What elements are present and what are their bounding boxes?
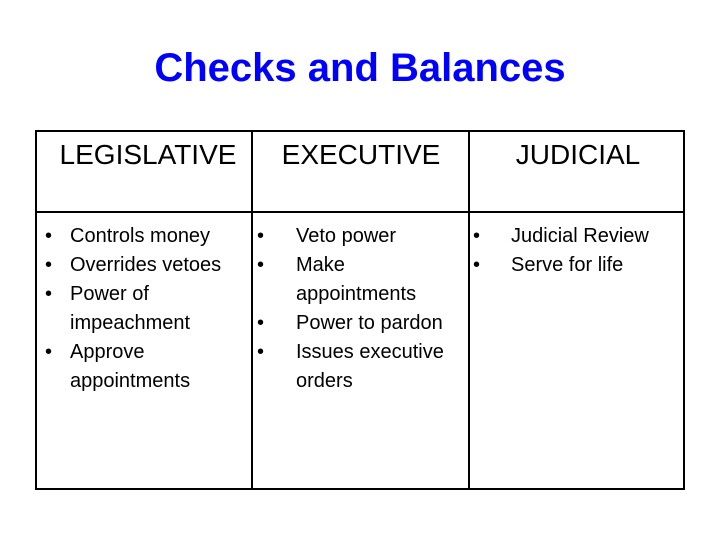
bullet: •	[473, 225, 481, 247]
bullet: •	[45, 254, 53, 276]
bullet: •	[257, 225, 265, 247]
list-item-text: Issues executive orders	[296, 341, 444, 392]
list-item-text: Veto power	[296, 225, 397, 247]
list-item	[45, 338, 251, 396]
slide-title: Checks and Balances	[154, 46, 566, 90]
bullet: •	[257, 312, 265, 334]
checks-and-balances-table	[35, 130, 685, 490]
list-item	[45, 280, 251, 338]
legislative-list	[45, 222, 251, 396]
list-item-text: Controls money	[70, 225, 211, 247]
list-item-text: Approve appointments	[70, 341, 191, 392]
judicial-list	[473, 222, 685, 280]
list-item	[257, 309, 469, 338]
list-item	[257, 222, 469, 251]
list-item	[257, 251, 469, 309]
list-item-text: Serve for life	[511, 254, 624, 276]
list-item-text: Judicial Review	[511, 225, 649, 247]
header-executive: EXECUTIVE	[281, 139, 441, 170]
bullet: •	[45, 341, 53, 363]
list-item-text: Overrides vetoes	[70, 254, 222, 276]
bullet: •	[45, 225, 53, 247]
executive-list	[257, 222, 469, 396]
list-item-text: Power of impeachment	[70, 283, 191, 334]
list-item	[257, 338, 469, 396]
bullet: •	[473, 254, 481, 276]
list-item	[473, 222, 685, 251]
legislative-cell	[45, 222, 251, 396]
bullet: •	[45, 283, 53, 305]
list-item-text: Make appointments	[296, 254, 417, 305]
list-item-text: Power to pardon	[296, 312, 443, 334]
bullet: •	[257, 254, 265, 276]
executive-cell	[257, 222, 469, 396]
judicial-cell	[473, 222, 685, 280]
list-item	[45, 251, 251, 280]
list-item	[45, 222, 251, 251]
header-legislative: LEGISLATIVE	[59, 139, 237, 170]
header-row-divider	[37, 211, 683, 213]
header-judicial: JUDICIAL	[515, 139, 641, 170]
bullet: •	[257, 341, 265, 363]
list-item	[473, 251, 685, 280]
